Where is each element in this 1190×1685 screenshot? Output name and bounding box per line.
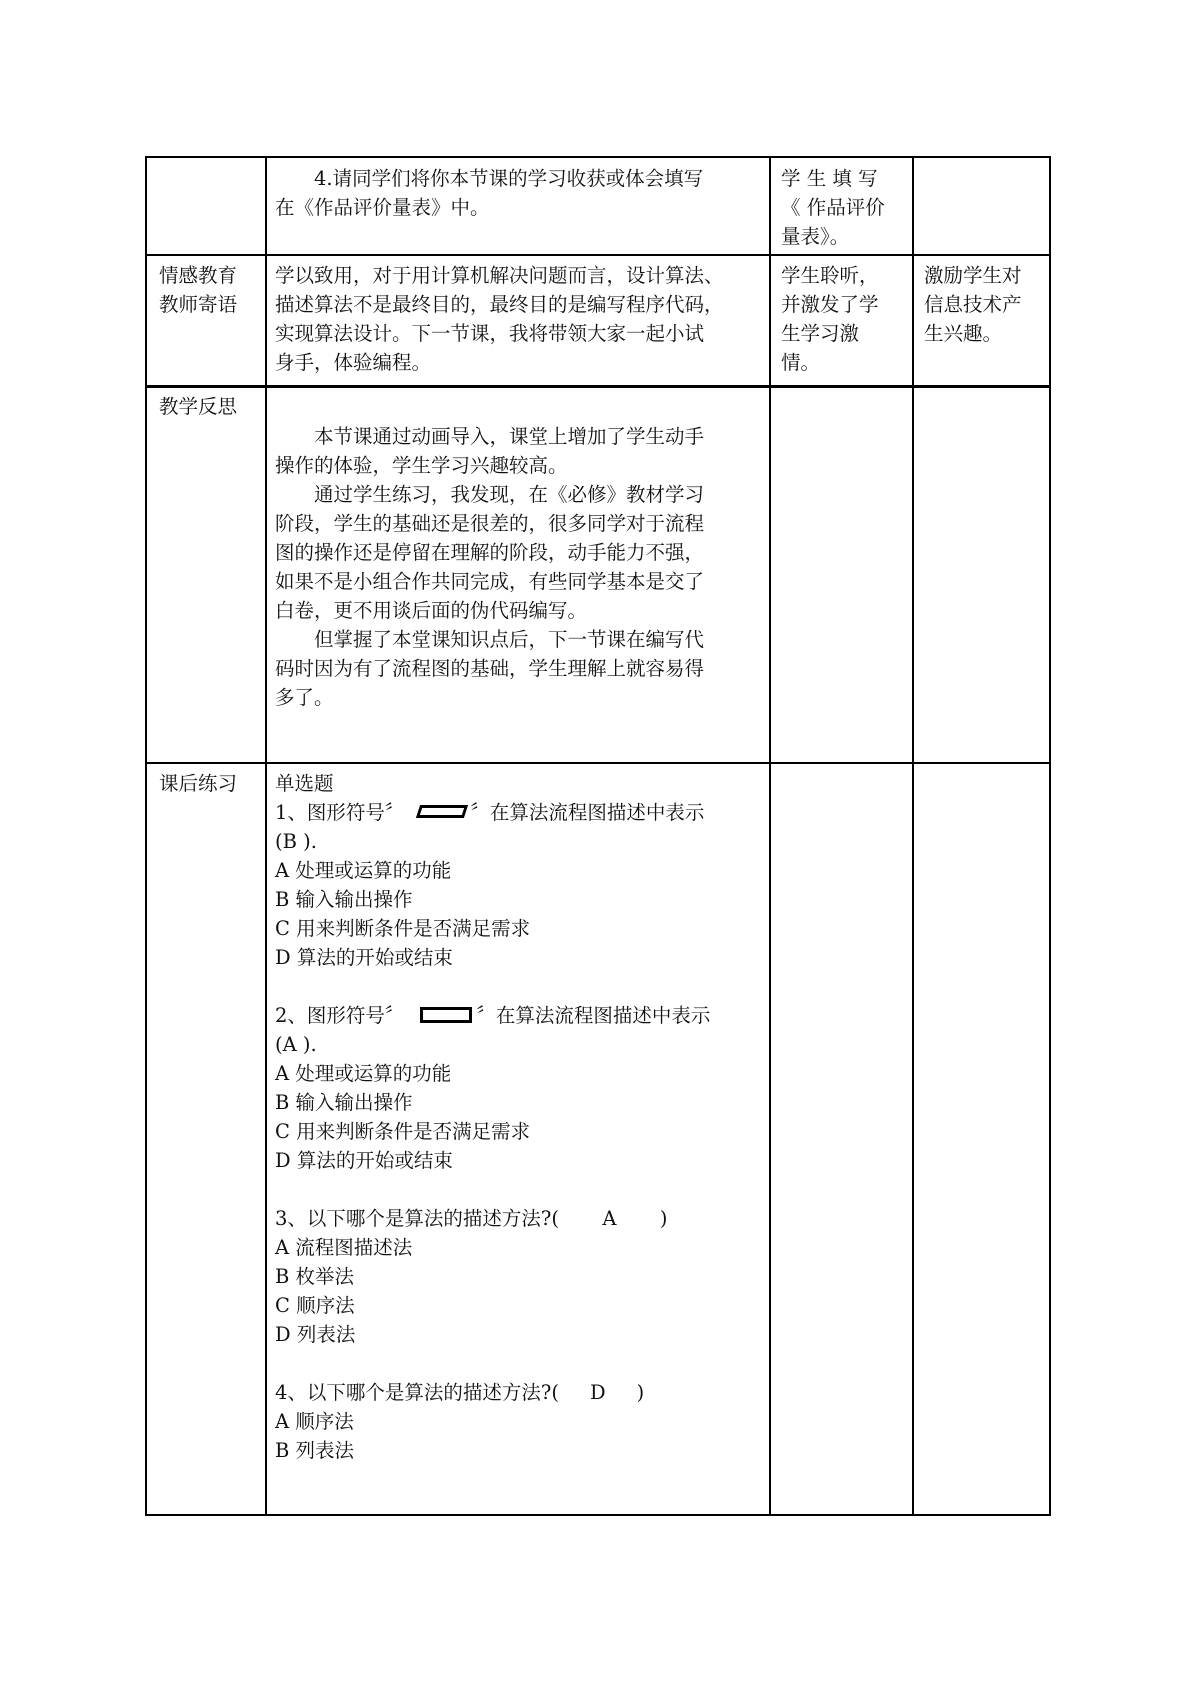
row1-activity-line: 《 作品评价 bbox=[781, 196, 885, 219]
row2-content-line: 实现算法设计。下一节课，我将带领大家一起小试 bbox=[275, 322, 705, 345]
column-divider bbox=[265, 158, 267, 1514]
question-1-suffix: 〞在算法流程图描述中表示 bbox=[470, 801, 705, 824]
reflection-line: 如果不是小组合作共同完成，有些同学基本是交了 bbox=[275, 570, 705, 593]
option: A 顺序法 bbox=[275, 1410, 354, 1433]
row2-content-cell bbox=[275, 261, 765, 377]
row2-content-line: 身手，体验编程。 bbox=[275, 351, 432, 374]
question-2 bbox=[275, 1001, 765, 1030]
reflection-line: 本节课通过动画导入，课堂上增加了学生动手 bbox=[314, 425, 705, 448]
row2-activity-line: 生学习激 bbox=[781, 322, 860, 345]
option: C 用来判断条件是否满足需求 bbox=[275, 917, 531, 940]
row1-activity-line: 量表》。 bbox=[781, 225, 850, 248]
parallelogram-icon bbox=[416, 805, 468, 818]
option: D 算法的开始或结束 bbox=[275, 946, 453, 969]
option: C 顺序法 bbox=[275, 1294, 355, 1317]
row-label: 情感教育 bbox=[159, 264, 238, 287]
option: B 列表法 bbox=[275, 1439, 355, 1462]
question-1 bbox=[275, 798, 765, 827]
question-3: 3、以下哪个是算法的描述方法?( A ) bbox=[275, 1207, 668, 1230]
row2-intent-cell bbox=[924, 261, 1048, 348]
row-label: 教师寄语 bbox=[159, 293, 238, 316]
row2-content-line: 描述算法不是最终目的，最终目的是编写程序代码， bbox=[275, 293, 724, 316]
lesson-plan-table bbox=[145, 156, 1051, 1516]
column-divider bbox=[912, 158, 914, 1514]
row1-activity-line: 学 生 填 写 bbox=[781, 167, 878, 190]
row1-content-cell bbox=[275, 164, 765, 222]
row-label: 教学反思 bbox=[159, 395, 238, 418]
row3-label-cell bbox=[159, 392, 263, 421]
exercise-cell bbox=[275, 769, 765, 1465]
option: B 枚举法 bbox=[275, 1265, 355, 1288]
reflection-line: 图的操作还是停留在理解的阶段，动手能力不强， bbox=[275, 541, 705, 564]
reflection-line: 但掌握了本堂课知识点后，下一节课在编写代 bbox=[314, 628, 705, 651]
question-1-answer: (B ). bbox=[275, 830, 317, 853]
row2-activity-line: 情。 bbox=[781, 351, 821, 374]
rectangle-icon bbox=[420, 1007, 472, 1023]
reflection-line: 阶段，学生的基础还是很差的，很多同学对于流程 bbox=[275, 512, 705, 535]
row1-activity-cell bbox=[781, 164, 905, 251]
row-divider bbox=[147, 254, 1049, 256]
row1-content-line: 4.请同学们将你本节课的学习收获或体会填写 bbox=[314, 167, 704, 190]
row2-activity-line: 并激发了学 bbox=[781, 293, 879, 316]
question-2-suffix: 〞在算法流程图描述中表示 bbox=[476, 1004, 711, 1027]
row2-label-cell bbox=[159, 261, 263, 319]
reflection-line: 通过学生练习，我发现，在《必修》教材学习 bbox=[314, 483, 705, 506]
option: B 输入输出操作 bbox=[275, 1091, 413, 1114]
row4-label-cell bbox=[159, 769, 263, 798]
question-2-answer: (A ). bbox=[275, 1033, 317, 1056]
option: D 列表法 bbox=[275, 1323, 356, 1346]
exercise-heading: 单选题 bbox=[275, 772, 334, 795]
reflection-line: 白卷，更不用谈后面的伪代码编写。 bbox=[275, 599, 588, 622]
question-4: 4、以下哪个是算法的描述方法?( D ) bbox=[275, 1381, 645, 1404]
reflection-line: 操作的体验，学生学习兴趣较高。 bbox=[275, 454, 568, 477]
row2-content-line: 学以致用，对于用计算机解决问题而言，设计算法、 bbox=[275, 264, 724, 287]
row2-intent-line: 激励学生对 bbox=[924, 264, 1022, 287]
reflection-cell bbox=[275, 422, 765, 712]
row2-activity-line: 学生聆听， bbox=[781, 264, 879, 287]
row2-intent-line: 生兴趣。 bbox=[924, 322, 1003, 345]
row2-intent-line: 信息技术产 bbox=[924, 293, 1022, 316]
row-divider bbox=[147, 385, 1049, 388]
option: A 处理或运算的功能 bbox=[275, 1062, 452, 1085]
option: D 算法的开始或结束 bbox=[275, 1149, 453, 1172]
reflection-line: 多了。 bbox=[275, 686, 334, 709]
option: A 流程图描述法 bbox=[275, 1236, 413, 1259]
option: A 处理或运算的功能 bbox=[275, 859, 452, 882]
question-2-prefix: 2、图形符号〞 bbox=[275, 1004, 405, 1027]
row-label: 课后练习 bbox=[159, 772, 238, 795]
row2-activity-cell bbox=[781, 261, 905, 377]
row-divider bbox=[147, 762, 1049, 764]
option: C 用来判断条件是否满足需求 bbox=[275, 1120, 531, 1143]
reflection-line: 码时因为有了流程图的基础，学生理解上就容易得 bbox=[275, 657, 705, 680]
option: B 输入输出操作 bbox=[275, 888, 413, 911]
column-divider bbox=[769, 158, 771, 1514]
question-1-prefix: 1、图形符号〞 bbox=[275, 801, 405, 824]
row1-content-line: 在《作品评价量表》中。 bbox=[275, 196, 490, 219]
